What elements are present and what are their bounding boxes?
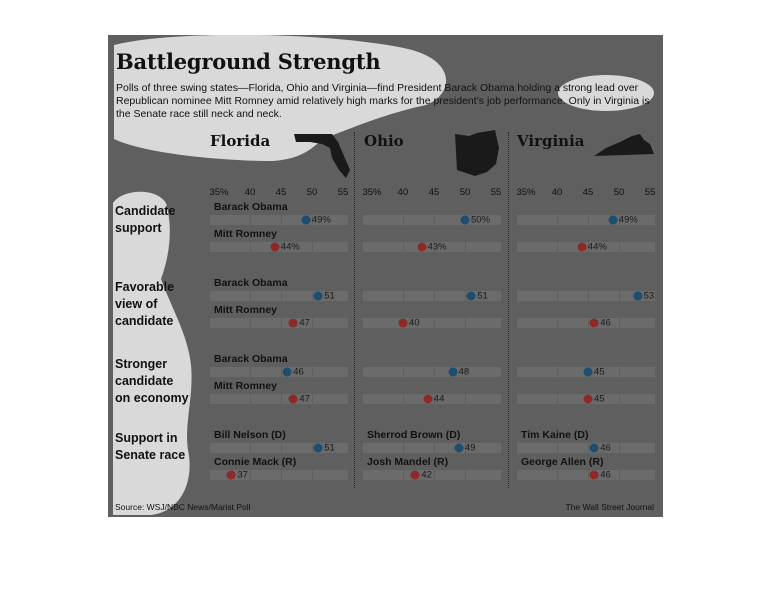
- grid-line: [281, 394, 282, 404]
- grid-line: [434, 443, 435, 453]
- grid-line: [465, 242, 466, 252]
- grid-line: [434, 367, 435, 377]
- row-label-line: support: [115, 221, 162, 235]
- grid-line: [312, 470, 313, 480]
- grid-line: [250, 443, 251, 453]
- row-label-line: Candidate: [115, 204, 176, 218]
- x-tick-label: 35%: [362, 187, 382, 198]
- grid-line: [403, 470, 404, 480]
- grid-line: [434, 291, 435, 301]
- grid-line: [557, 291, 558, 301]
- grid-line: [465, 470, 466, 480]
- data-label: 47: [299, 317, 310, 329]
- florida-map-icon: [292, 130, 358, 180]
- grid-line: [557, 318, 558, 328]
- chart-title: Battleground Strength: [116, 49, 381, 74]
- data-point: [270, 243, 279, 252]
- grid-line: [281, 443, 282, 453]
- grid-line: [557, 470, 558, 480]
- data-label: 47: [299, 393, 310, 405]
- x-tick-label: 35%: [516, 187, 536, 198]
- data-point: [411, 471, 420, 480]
- data-point: [399, 319, 408, 328]
- grid-line: [312, 367, 313, 377]
- value-band: [517, 470, 655, 480]
- grid-line: [557, 394, 558, 404]
- data-label: 37: [237, 469, 248, 481]
- data-label: 45: [594, 393, 605, 405]
- data-label: 51: [324, 442, 335, 454]
- grid-line: [403, 242, 404, 252]
- data-label: 51: [324, 290, 335, 302]
- x-tick-label: 55: [337, 187, 349, 198]
- data-label: 44%: [280, 241, 300, 253]
- x-tick-label: 45: [275, 187, 287, 198]
- data-label: 44: [433, 393, 445, 405]
- grid-line: [403, 215, 404, 225]
- candidate-label: Barack Obama: [214, 353, 288, 365]
- candidate-label: Mitt Romney: [214, 380, 277, 392]
- data-point: [289, 395, 298, 404]
- chart-card: [108, 35, 663, 517]
- row-label-line: candidate: [115, 314, 174, 328]
- data-point: [448, 368, 457, 377]
- data-label: 49%: [311, 214, 331, 226]
- grid-line: [434, 215, 435, 225]
- row-label-line: Support in: [115, 431, 178, 445]
- candidate-label: Bill Nelson (D): [214, 429, 286, 441]
- grid-line: [281, 215, 282, 225]
- row-label-line: Stronger: [115, 357, 168, 371]
- grid-line: [557, 367, 558, 377]
- state-title-virginia: Virginia: [517, 132, 585, 150]
- data-label: 46: [600, 442, 611, 454]
- grid-line: [250, 242, 251, 252]
- x-tick-label: 55: [490, 187, 502, 198]
- value-band: [363, 318, 501, 328]
- grid-line: [465, 318, 466, 328]
- grid-line: [434, 470, 435, 480]
- grid-line: [588, 291, 589, 301]
- value-band: [517, 318, 655, 328]
- grid-line: [312, 318, 313, 328]
- candidate-label: Barack Obama: [214, 277, 288, 289]
- data-point: [289, 319, 298, 328]
- data-point: [283, 368, 292, 377]
- candidate-label: George Allen (R): [521, 456, 604, 468]
- grid-line: [588, 215, 589, 225]
- x-tick-label: 45: [428, 187, 440, 198]
- grid-line: [281, 291, 282, 301]
- data-point: [590, 444, 599, 453]
- data-point: [584, 368, 593, 377]
- row-label-line: Senate race: [115, 448, 186, 462]
- data-point: [417, 243, 426, 252]
- value-band: [210, 367, 348, 377]
- state-title-florida: Florida: [210, 132, 271, 150]
- data-point: [227, 471, 236, 480]
- data-label: 50%: [471, 214, 491, 226]
- row-label: [115, 356, 205, 407]
- grid-line: [557, 215, 558, 225]
- row-label: [115, 279, 205, 330]
- value-band: [517, 443, 655, 453]
- grid-line: [403, 291, 404, 301]
- data-label: 46: [293, 366, 304, 378]
- grid-line: [619, 367, 620, 377]
- data-point: [577, 243, 586, 252]
- data-point: [590, 471, 599, 480]
- data-point: [467, 292, 476, 301]
- row-label: [115, 203, 205, 237]
- candidate-label: Sherrod Brown (D): [367, 429, 461, 441]
- row-label: [115, 430, 205, 464]
- x-tick-label: 45: [582, 187, 594, 198]
- value-band: [363, 443, 501, 453]
- value-band: [210, 394, 348, 404]
- grid-line: [619, 443, 620, 453]
- value-band: [210, 318, 348, 328]
- grid-line: [619, 470, 620, 480]
- x-tick-label: 50: [613, 187, 625, 198]
- data-label: 42: [421, 469, 432, 481]
- data-label: 45: [594, 366, 605, 378]
- x-tick-label: 50: [306, 187, 318, 198]
- candidate-label: Mitt Romney: [214, 228, 277, 240]
- row-label-line: view of: [115, 297, 158, 311]
- column-separator: [508, 132, 509, 488]
- grid-line: [557, 443, 558, 453]
- data-point: [314, 444, 323, 453]
- grid-line: [403, 443, 404, 453]
- grid-line: [403, 394, 404, 404]
- row-label-line: Favorable: [115, 280, 175, 294]
- candidate-label: Connie Mack (R): [214, 456, 297, 468]
- x-tick-label: 55: [644, 187, 656, 198]
- credit-note: The Wall Street Journal: [565, 502, 654, 512]
- data-point: [423, 395, 432, 404]
- source-note: Source: WSJ/NBC News/Marist Poll: [115, 502, 251, 512]
- column-separator: [354, 132, 355, 488]
- grid-line: [250, 215, 251, 225]
- state-title-ohio: Ohio: [364, 132, 404, 150]
- x-tick-label: 40: [397, 187, 409, 198]
- value-band: [363, 470, 501, 480]
- grid-line: [312, 242, 313, 252]
- data-point: [584, 395, 593, 404]
- x-tick-label: 40: [244, 187, 256, 198]
- grid-line: [250, 470, 251, 480]
- ohio-map-icon: [453, 128, 505, 180]
- grid-line: [281, 470, 282, 480]
- grid-line: [250, 291, 251, 301]
- value-band: [363, 367, 501, 377]
- chart-subtitle: Polls of three swing states—Florida, Ohio and Virginia—find President Barack Obama holding a strong lead over Republican nominee Mitt Romney amid relatively high marks for the president’s job performance. Only in Virginia is the Senate race still neck and neck.: [116, 82, 650, 120]
- grid-line: [403, 367, 404, 377]
- grid-line: [312, 394, 313, 404]
- data-label: 51: [477, 290, 488, 302]
- candidate-label: Josh Mandel (R): [367, 456, 449, 468]
- data-point: [608, 216, 617, 225]
- grid-line: [281, 318, 282, 328]
- data-label: 53: [643, 290, 655, 302]
- data-point: [461, 216, 470, 225]
- virginia-map-icon: [592, 132, 656, 162]
- data-label: 46: [600, 317, 611, 329]
- grid-line: [250, 318, 251, 328]
- grid-line: [250, 394, 251, 404]
- data-point: [590, 319, 599, 328]
- data-label: 49%: [618, 214, 638, 226]
- labels-highlight: [113, 192, 192, 515]
- grid-line: [465, 394, 466, 404]
- data-label: 44%: [587, 241, 607, 253]
- data-point: [454, 444, 463, 453]
- row-label-line: on economy: [115, 391, 189, 405]
- x-tick-label: 50: [459, 187, 471, 198]
- grid-line: [250, 367, 251, 377]
- x-tick-label: 35%: [209, 187, 229, 198]
- data-point: [301, 216, 310, 225]
- data-point: [633, 292, 642, 301]
- data-label: 43%: [427, 241, 447, 253]
- grid-line: [619, 242, 620, 252]
- data-point: [314, 292, 323, 301]
- data-label: 40: [409, 317, 420, 329]
- candidate-label: Barack Obama: [214, 201, 288, 213]
- data-label: 46: [600, 469, 611, 481]
- grid-line: [557, 242, 558, 252]
- grid-line: [619, 394, 620, 404]
- grid-line: [619, 291, 620, 301]
- candidate-label: Tim Kaine (D): [521, 429, 589, 441]
- data-label: 48: [458, 366, 470, 378]
- row-label-line: candidate: [115, 374, 174, 388]
- grid-line: [434, 318, 435, 328]
- x-tick-label: 40: [551, 187, 563, 198]
- grid-line: [619, 318, 620, 328]
- data-label: 49: [464, 442, 476, 454]
- candidate-label: Mitt Romney: [214, 304, 277, 316]
